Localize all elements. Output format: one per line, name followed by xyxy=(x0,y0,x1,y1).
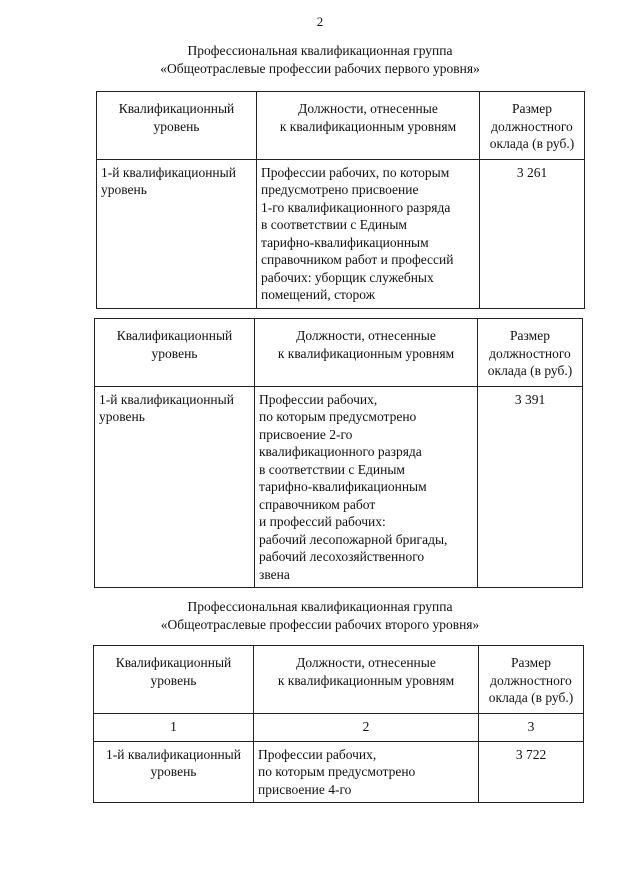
table-header-row xyxy=(94,646,584,714)
group-heading-line2: «Общеотраслевые профессии рабочих второго уровня» xyxy=(160,617,480,632)
column-number-2: 2 xyxy=(254,713,479,741)
cell-positions: Профессии рабочих, по которым предусмотрено присвоение 2-го квалификационного разряда в соответствии с Единым тарифно-квалификационным справочником работ и профессий рабочих: рабочий лесопожарной бригады, рабочий лесохозяйственного звена xyxy=(255,386,478,588)
group-heading-first-level xyxy=(0,42,640,78)
cell-positions: Профессии рабочих, по которым предусмотрено присвоение 4-го xyxy=(254,741,479,803)
header-positions: Должности, отнесенные к квалификационным уровням xyxy=(257,92,480,160)
header-qualification-level: Квалификационный уровень xyxy=(94,646,254,714)
table-header-row xyxy=(95,319,583,387)
column-number-3: 3 xyxy=(479,713,584,741)
qualification-table-2 xyxy=(94,318,583,588)
table-row xyxy=(97,159,585,308)
header-salary: Размер должностного оклада (в руб.) xyxy=(478,319,583,387)
header-positions: Должности, отнесенные к квалификационным уровням xyxy=(255,319,478,387)
group-heading-line2: «Общеотраслевые профессии рабочих первого уровня» xyxy=(160,61,480,76)
qualification-table-1 xyxy=(96,91,585,309)
qualification-table-3 xyxy=(93,645,584,803)
cell-level: 1-й квалификационный уровень xyxy=(95,386,255,588)
cell-salary: 3 391 xyxy=(478,386,583,588)
table-row xyxy=(95,386,583,588)
cell-positions: Профессии рабочих, по которым предусмотрено присвоение 1-го квалификационного разряда в соответствии с Единым тарифно-квалификационным справочником работ и профессий рабочих: уборщик служебных помещений, сторож xyxy=(257,159,480,308)
table-row xyxy=(94,741,584,803)
header-qualification-level: Квалификационный уровень xyxy=(95,319,255,387)
page-number: 2 xyxy=(316,14,324,29)
group-heading-line1: Профессиональная квалификационная группа xyxy=(187,599,453,614)
header-qualification-level: Квалификационный уровень xyxy=(97,92,257,160)
group-heading-line1: Профессиональная квалификационная группа xyxy=(187,43,453,58)
cell-level: 1-й квалификационный уровень xyxy=(97,159,257,308)
header-salary: Размер должностного оклада (в руб.) xyxy=(479,646,584,714)
column-number-row xyxy=(94,713,584,741)
header-salary: Размер должностного оклада (в руб.) xyxy=(480,92,585,160)
cell-salary: 3 722 xyxy=(479,741,584,803)
cell-level: 1-й квалификационный уровень xyxy=(94,741,254,803)
table-header-row xyxy=(97,92,585,160)
column-number-1: 1 xyxy=(94,713,254,741)
header-positions: Должности, отнесенные к квалификационным уровням xyxy=(254,646,479,714)
group-heading-second-level xyxy=(0,598,640,634)
cell-salary: 3 261 xyxy=(480,159,585,308)
